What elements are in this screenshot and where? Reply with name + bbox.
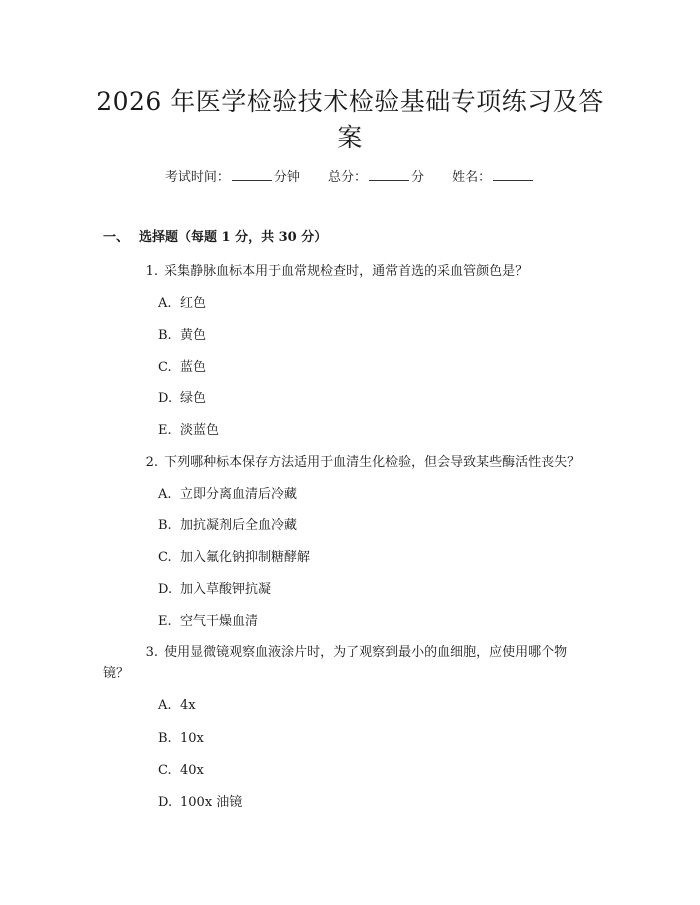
question-2-option-d bbox=[158, 580, 271, 600]
question-3 bbox=[103, 643, 603, 663]
option-text: 立即分离血清后冷藏 bbox=[180, 487, 298, 502]
question-3-option-b bbox=[158, 729, 204, 749]
option-letter: B. bbox=[158, 518, 172, 533]
question-2-option-c bbox=[158, 548, 310, 568]
exam-score-unit: 分 bbox=[411, 170, 425, 185]
option-text: 蓝色 bbox=[180, 360, 207, 375]
option-text: 空气干燥血清 bbox=[180, 614, 259, 629]
option-letter: E. bbox=[158, 423, 172, 438]
option-text: 40x bbox=[180, 763, 204, 778]
question-1-option-d bbox=[158, 389, 206, 409]
exam-time-blank bbox=[232, 168, 272, 181]
question-text-line-2: 镜？ bbox=[103, 666, 130, 681]
option-letter: A. bbox=[158, 698, 172, 713]
question-number: 2. bbox=[145, 455, 158, 470]
exam-name-blank bbox=[493, 168, 533, 181]
option-text: 加抗凝剂后全血冷藏 bbox=[180, 518, 298, 533]
question-3-option-c bbox=[158, 761, 204, 781]
question-2-option-a bbox=[158, 485, 297, 505]
question-3-option-a bbox=[158, 696, 196, 716]
option-text: 淡蓝色 bbox=[180, 423, 220, 438]
option-text: 红色 bbox=[180, 296, 207, 311]
option-letter: E. bbox=[158, 614, 172, 629]
option-letter: D. bbox=[158, 391, 173, 406]
option-letter: B. bbox=[158, 731, 172, 746]
question-text: 下列哪种标本保存方法适用于血清生化检验，但会导致某些酶活性丧失？ bbox=[164, 455, 581, 470]
option-letter: A. bbox=[158, 296, 172, 311]
exam-score-label: 总分： bbox=[327, 170, 367, 185]
option-text: 加入氟化钠抑制糖酵解 bbox=[180, 550, 311, 565]
document-title: 2026 年医学检验技术检验基础专项练习及答案 bbox=[96, 87, 604, 152]
question-3-continued bbox=[103, 664, 603, 684]
option-letter: A. bbox=[158, 487, 172, 502]
option-text: 绿色 bbox=[180, 391, 207, 406]
question-1-option-e bbox=[158, 421, 219, 441]
option-letter: C. bbox=[158, 360, 172, 375]
exam-time-field bbox=[165, 168, 300, 188]
option-text: 黄色 bbox=[180, 328, 207, 343]
question-1-option-b bbox=[158, 326, 206, 346]
section-title: 选择题（每题 1 分，共 30 分） bbox=[139, 230, 328, 245]
exam-name-label: 姓名： bbox=[452, 170, 492, 185]
question-3-option-d bbox=[158, 793, 242, 813]
option-text: 4x bbox=[180, 698, 196, 713]
option-text: 10x bbox=[180, 731, 204, 746]
section-number: 一、 bbox=[103, 230, 130, 245]
question-2-option-e bbox=[158, 612, 258, 632]
question-1-option-c bbox=[158, 358, 206, 378]
question-2 bbox=[103, 453, 603, 473]
option-letter: B. bbox=[158, 328, 172, 343]
exam-score-blank bbox=[369, 168, 409, 181]
exam-name-field bbox=[452, 168, 535, 188]
question-number: 3. bbox=[145, 645, 158, 660]
option-text: 加入草酸钾抗凝 bbox=[180, 582, 272, 597]
question-text: 采集静脉血标本用于血常规检查时，通常首选的采血管颜色是？ bbox=[164, 264, 529, 279]
question-1-option-a bbox=[158, 294, 206, 314]
option-letter: C. bbox=[158, 763, 172, 778]
option-letter: D. bbox=[158, 582, 173, 597]
exam-score-field bbox=[328, 168, 424, 188]
option-letter: C. bbox=[158, 550, 172, 565]
option-letter: D. bbox=[158, 795, 173, 810]
question-1 bbox=[103, 262, 603, 282]
question-number: 1. bbox=[145, 264, 158, 279]
option-text: 100x 油镜 bbox=[180, 795, 243, 810]
exam-time-label: 考试时间： bbox=[164, 170, 230, 185]
section-heading bbox=[103, 228, 327, 248]
exam-info-line bbox=[0, 168, 700, 188]
question-text-line-1: 使用显微镜观察血液涂片时，为了观察到最小的血细胞，应使用哪个物 bbox=[164, 645, 568, 660]
exam-time-unit: 分钟 bbox=[273, 170, 300, 185]
question-2-option-b bbox=[158, 516, 297, 536]
